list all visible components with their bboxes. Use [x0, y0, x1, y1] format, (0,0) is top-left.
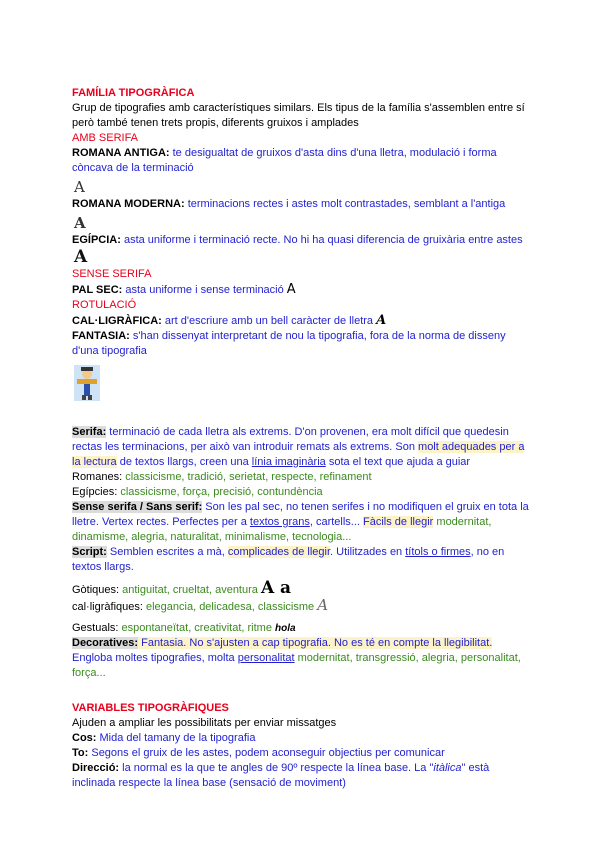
cal-ligrafiques-sample: A: [317, 596, 329, 614]
sense-serif-text-1: Son les pal sec, no tenen serifes i no modifiquen el gruix en tota la lletre. Vertex rectes. Perfectes per a: [72, 501, 529, 528]
pal-sec-sample: A: [286, 282, 296, 297]
serifa-text-3: de textos llargs, creen una: [116, 456, 252, 468]
decoratives-text-3: Engloba moltes tipografies, molta: [72, 652, 238, 664]
egipcia-text: asta uniforme i terminació recte. No hi ha quasi diferencia de gruixària entre astes: [120, 234, 523, 246]
section-title-variables: VARIABLES TIPOGRÀFIQUES: [72, 702, 229, 714]
subheading-sense-serifa: SENSE SERIFA: [72, 268, 152, 280]
script-text-2: complicades de llegir: [227, 546, 331, 558]
subheading-rotulacio: ROTULACIÓ: [72, 299, 137, 311]
romana-moderna-item: [72, 197, 532, 212]
script-label: Script:: [72, 546, 107, 558]
serifa-text-5: sota el text que ajuda a guiar: [325, 456, 471, 468]
sense-serif-text-2: textos grans: [249, 516, 310, 528]
fantasia-label: FANTASIA:: [72, 330, 130, 342]
gestuals-sample: hola: [275, 623, 296, 634]
egipcies-text: classicisme, força, precisió, contundència: [120, 486, 323, 498]
cal-ligrafica-sample: A: [376, 313, 387, 328]
pal-sec-label: PAL SEC:: [72, 284, 123, 296]
cal-ligrafiques-label: cal·ligràfiques:: [72, 601, 146, 613]
gotiques-text: antiguitat, crueltat, aventura: [122, 584, 261, 596]
romana-moderna-sample: A: [74, 214, 86, 232]
gotiques-sample: A a: [260, 578, 292, 598]
cos-label: Cos:: [72, 732, 97, 744]
variables-intro: Ajuden a ampliar les possibilitats per enviar missatges: [72, 717, 337, 729]
romanes-label: Romanes:: [72, 471, 126, 483]
gotiques-item: [72, 578, 532, 598]
romana-antiga-item: [72, 146, 532, 176]
sense-serif-text-3: , cartells...: [309, 516, 364, 528]
subheading-amb-serifa: AMB SERIFA: [72, 132, 139, 144]
document-body: [72, 86, 532, 791]
cal-ligrafica-label: CAL·LIGRÀFICA:: [72, 315, 162, 327]
decoratives-text-2: No es té en compte la llegibilitat.: [333, 637, 493, 649]
to-label: To:: [72, 747, 89, 759]
direccio-label: Direcció:: [72, 762, 120, 774]
gestuals-text: espontaneïtat, creativitat, ritme: [121, 622, 275, 634]
cal-ligrafica-text: art d'escriure amb un bell caràcter de lletra: [161, 315, 377, 327]
direccio-text-3: " està inclinada respecte la línea base (sensació de moviment): [72, 762, 490, 789]
decoratives-text-5: modernitat, transgressió, alegria, personalitat, força...: [72, 652, 521, 679]
romana-moderna-label: ROMANA MODERNA:: [72, 198, 185, 210]
romana-antiga-text: te desigualtat de gruixos d'asta dins d'una lletra, modulació i forma còncava de la terminació: [72, 147, 497, 174]
serifa-text-4: línia imaginària: [251, 456, 326, 468]
sense-serif-text-5: modernitat, dinamisme, alegria, naturalitat, minimalisme, tecnologia...: [72, 516, 492, 543]
script-text-3: . Utilitzades en: [330, 546, 406, 558]
egipcia-sample: A: [74, 247, 88, 267]
pal-sec-item: [72, 282, 532, 298]
fantasia-item: [72, 329, 532, 359]
decoratives-text-4: personalitat: [237, 652, 295, 664]
script-text-4: títols o firmes: [405, 546, 471, 558]
cal-ligrafiques-item: [72, 598, 532, 615]
romana-moderna-text: terminacions rectes i astes molt contrastades, semblant a l'antiga: [184, 198, 506, 210]
romanes-text: classicisme, tradició, serietat, respecte, refinament: [125, 471, 372, 483]
romana-antiga-label: ROMANA ANTIGA:: [72, 147, 170, 159]
decoratives-label: Decoratives:: [72, 637, 139, 649]
sense-serif-paragraph: [72, 500, 532, 545]
gestuals-item: [72, 621, 532, 636]
cos-item: [72, 731, 532, 746]
section-title-familia: FAMÍLIA TIPOGRÀFICA: [72, 87, 195, 99]
cos-text: Mida del tamany de la tipografia: [96, 732, 256, 744]
direccio-text-1: la normal es la que te angles de 90º respecte la línea base. La ": [119, 762, 434, 774]
serifa-paragraph: [72, 425, 532, 470]
script-text-1: Semblen escrites a mà,: [106, 546, 228, 558]
egipcia-item: [72, 233, 532, 248]
script-paragraph: [72, 545, 532, 575]
cal-ligrafica-item: [72, 313, 532, 329]
to-item: [72, 746, 532, 761]
cal-ligrafiques-text: elegancia, delicadesa, classicisme: [145, 601, 318, 613]
pal-sec-text: asta uniforme i sense terminació: [122, 284, 287, 296]
gotiques-label: Gòtiques:: [72, 584, 123, 596]
direccio-text-italic: itàlica: [433, 762, 462, 774]
intro-paragraph: Grup de tipografies amb característiques similars. Els tipus de la família s'assemblen entre sí però també tenen trets propis, diferents gruixos i amplades: [72, 102, 525, 129]
script-text-5: , no en textos llargs.: [72, 546, 505, 573]
egipcies-label: Egípcies:: [72, 486, 121, 498]
decoratives-text-1: Fantasia. No s'ajusten a cap tipografia.: [138, 637, 334, 649]
serifa-text-2: molt adequades per a la lectura: [72, 441, 525, 468]
egipcia-label: EGÍPCIA:: [72, 234, 121, 246]
serifa-text-1: terminació de cada lletra als extrems. D'on provenen, era molt difícil que quedesin rectas les terminacions, per això van introduir remats als extrems. Son: [72, 426, 509, 453]
fantasy-letter-image: [74, 365, 100, 401]
sense-serif-text-4: Fàcils de llegir: [363, 516, 434, 528]
serifa-label: Serifa:: [72, 426, 107, 438]
gestuals-label: Gestuals:: [72, 622, 122, 634]
egipcies-item: [72, 485, 532, 500]
to-text: Segons el gruix de les astes, podem aconseguir objectius per comunicar: [88, 747, 445, 759]
romana-antiga-sample: A: [74, 178, 85, 196]
fantasia-text: s'han dissenyat interpretant de nou la tipografia, fora de la norma de disseny d'una tipografia: [72, 330, 506, 357]
direccio-item: [72, 761, 532, 791]
romanes-item: [72, 470, 532, 485]
decoratives-paragraph: [72, 636, 532, 681]
sense-serif-label: Sense serifa / Sans serif:: [72, 501, 203, 513]
